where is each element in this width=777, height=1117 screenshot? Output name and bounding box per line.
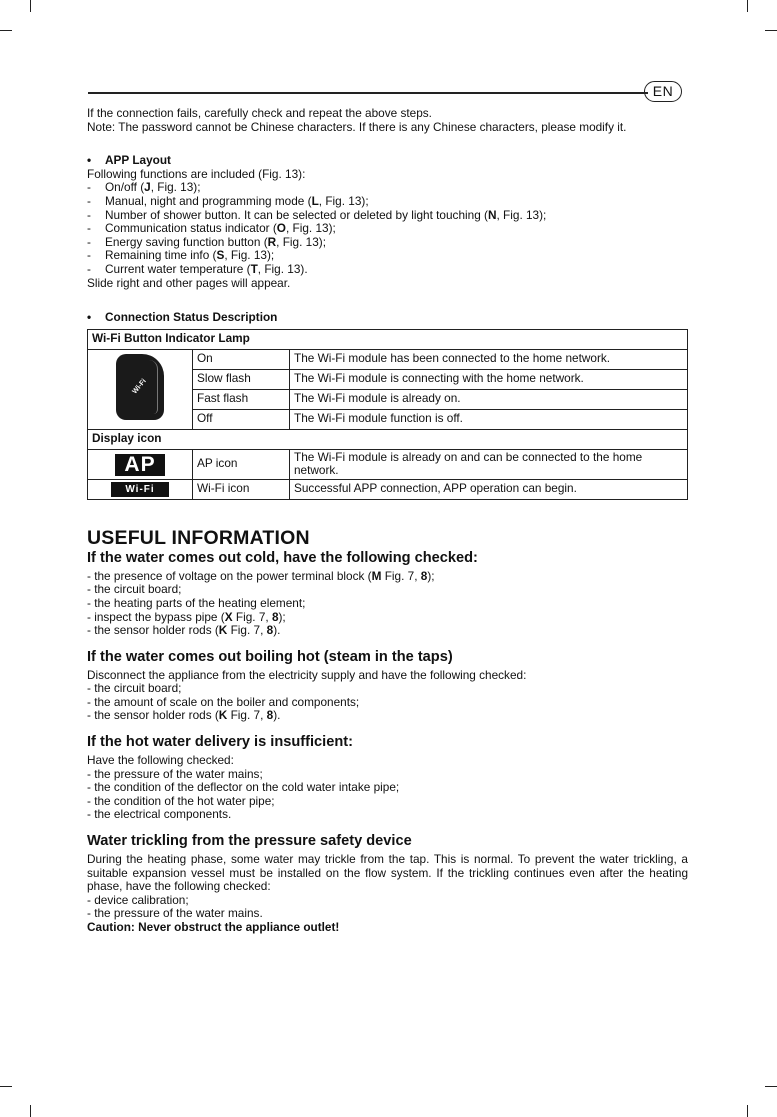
hot-line: - the circuit board;	[87, 681, 182, 696]
list-item: - Number of shower button. It can be selected or deleted by light touching (N, Fig. 13);	[87, 209, 688, 223]
lamp-state: On	[193, 349, 290, 369]
lamp-description: The Wi-Fi module is already on.	[290, 389, 688, 409]
lamp-state: Slow flash	[193, 369, 290, 389]
lamp-header: Wi-Fi Button Indicator Lamp	[88, 329, 688, 349]
app-layout-lead: Following functions are included (Fig. 13):	[87, 166, 306, 181]
trickling-paragraph: During the heating phase, some water may trickle from the tap. This is normal. To prevent the water trickling, a suitable expansion vessel must be installed on the flow system. If the trickling continues even after the heating phase, have the following checked:	[87, 852, 688, 894]
cold-line: - the circuit board;	[87, 582, 182, 597]
list-item: - On/off (J, Fig. 13);	[87, 181, 688, 195]
crop-mark	[30, 0, 31, 12]
page-content	[87, 107, 688, 935]
table-row	[88, 349, 688, 369]
insufficient-line: - the condition of the deflector on the cold water intake pipe;	[87, 780, 400, 795]
crop-mark	[0, 1086, 12, 1087]
cold-line: - the heating parts of the heating element;	[87, 595, 306, 610]
hot-line: - the sensor holder rods (K Fig. 7, 8).	[87, 708, 281, 723]
list-item: - Communication status indicator (O, Fig. 13);	[87, 222, 688, 236]
insufficient-line: - the condition of the hot water pipe;	[87, 793, 275, 808]
display-header: Display icon	[88, 429, 688, 449]
hot-line: Disconnect the appliance from the electricity supply and have the following checked:	[87, 667, 527, 682]
list-item: - Current water temperature (T, Fig. 13).	[87, 263, 688, 277]
useful-information-title: USEFUL INFORMATION	[87, 526, 310, 549]
insufficient-line: - the electrical components.	[87, 807, 232, 822]
crop-mark	[30, 1105, 31, 1117]
list-item: - Remaining time info (S, Fig. 13);	[87, 249, 688, 263]
lamp-state: Off	[193, 409, 290, 429]
lamp-description: The Wi-Fi module is connecting with the home network.	[290, 369, 688, 389]
lamp-description: The Wi-Fi module function is off.	[290, 409, 688, 429]
lamp-description: The Wi-Fi module has been connected to the home network.	[290, 349, 688, 369]
header-rule	[88, 92, 648, 94]
cold-line: - the presence of voltage on the power terminal block (M Fig. 7, 8);	[87, 568, 435, 583]
app-layout-title: • APP Layout	[87, 153, 171, 168]
trickling-line: - the pressure of the water mains.	[87, 906, 263, 921]
display-description: The Wi-Fi module is already on and can be connected to the home network.	[290, 449, 688, 479]
cold-water-heading: If the water comes out cold, have the following checked:	[87, 549, 478, 566]
table-row	[88, 449, 688, 479]
caution-text: Caution: Never obstruct the appliance outlet!	[87, 920, 340, 934]
wifi-icon: Wi-Fi	[111, 482, 169, 497]
ap-icon-cell	[88, 449, 193, 479]
cold-line: - the sensor holder rods (K Fig. 7, 8).	[87, 623, 281, 638]
connection-status-table	[87, 329, 688, 500]
display-description: Successful APP connection, APP operation can begin.	[290, 479, 688, 499]
connection-status-title: • Connection Status Description	[87, 310, 278, 325]
display-state: Wi-Fi icon	[193, 479, 290, 499]
list-item: - Energy saving function button (R, Fig. 13);	[87, 236, 688, 250]
ap-icon: AP	[115, 454, 165, 476]
app-layout-list	[87, 181, 688, 276]
trickling-heading: Water trickling from the pressure safety device	[87, 833, 412, 850]
display-state: AP icon	[193, 449, 290, 479]
insufficient-heading: If the hot water delivery is insufficient:	[87, 734, 353, 751]
trickling-line: - device calibration;	[87, 892, 189, 907]
cold-line: - inspect the bypass pipe (X Fig. 7, 8);	[87, 609, 286, 624]
insufficient-line: - the pressure of the water mains;	[87, 766, 263, 781]
crop-mark	[765, 1086, 777, 1087]
crop-mark	[747, 1105, 748, 1117]
hot-water-heading: If the water comes out boiling hot (steam in the taps)	[87, 648, 453, 665]
language-badge: EN	[644, 81, 682, 102]
crop-mark	[0, 30, 12, 31]
crop-mark	[765, 30, 777, 31]
lamp-state: Fast flash	[193, 389, 290, 409]
crop-mark	[747, 0, 748, 12]
list-item: - Manual, night and programming mode (L, Fig. 13);	[87, 195, 688, 209]
wifi-icon-cell	[88, 479, 193, 499]
intro-note: Note: The password cannot be Chinese characters. If there is any Chinese characters, please modify it.	[87, 119, 627, 134]
bullet-icon: •	[87, 310, 92, 325]
wifi-button-cell	[88, 349, 193, 429]
table-row	[88, 429, 688, 449]
intro-line: If the connection fails, carefully check and repeat the above steps.	[87, 106, 432, 120]
hot-line: - the amount of scale on the boiler and components;	[87, 694, 360, 709]
table-row	[88, 479, 688, 499]
table-row	[88, 329, 688, 349]
insufficient-line: Have the following checked:	[87, 753, 234, 768]
bullet-icon: •	[87, 153, 92, 168]
app-layout-footer: Slide right and other pages will appear.	[87, 275, 291, 290]
wifi-button-icon: Wi-Fi	[116, 354, 164, 420]
